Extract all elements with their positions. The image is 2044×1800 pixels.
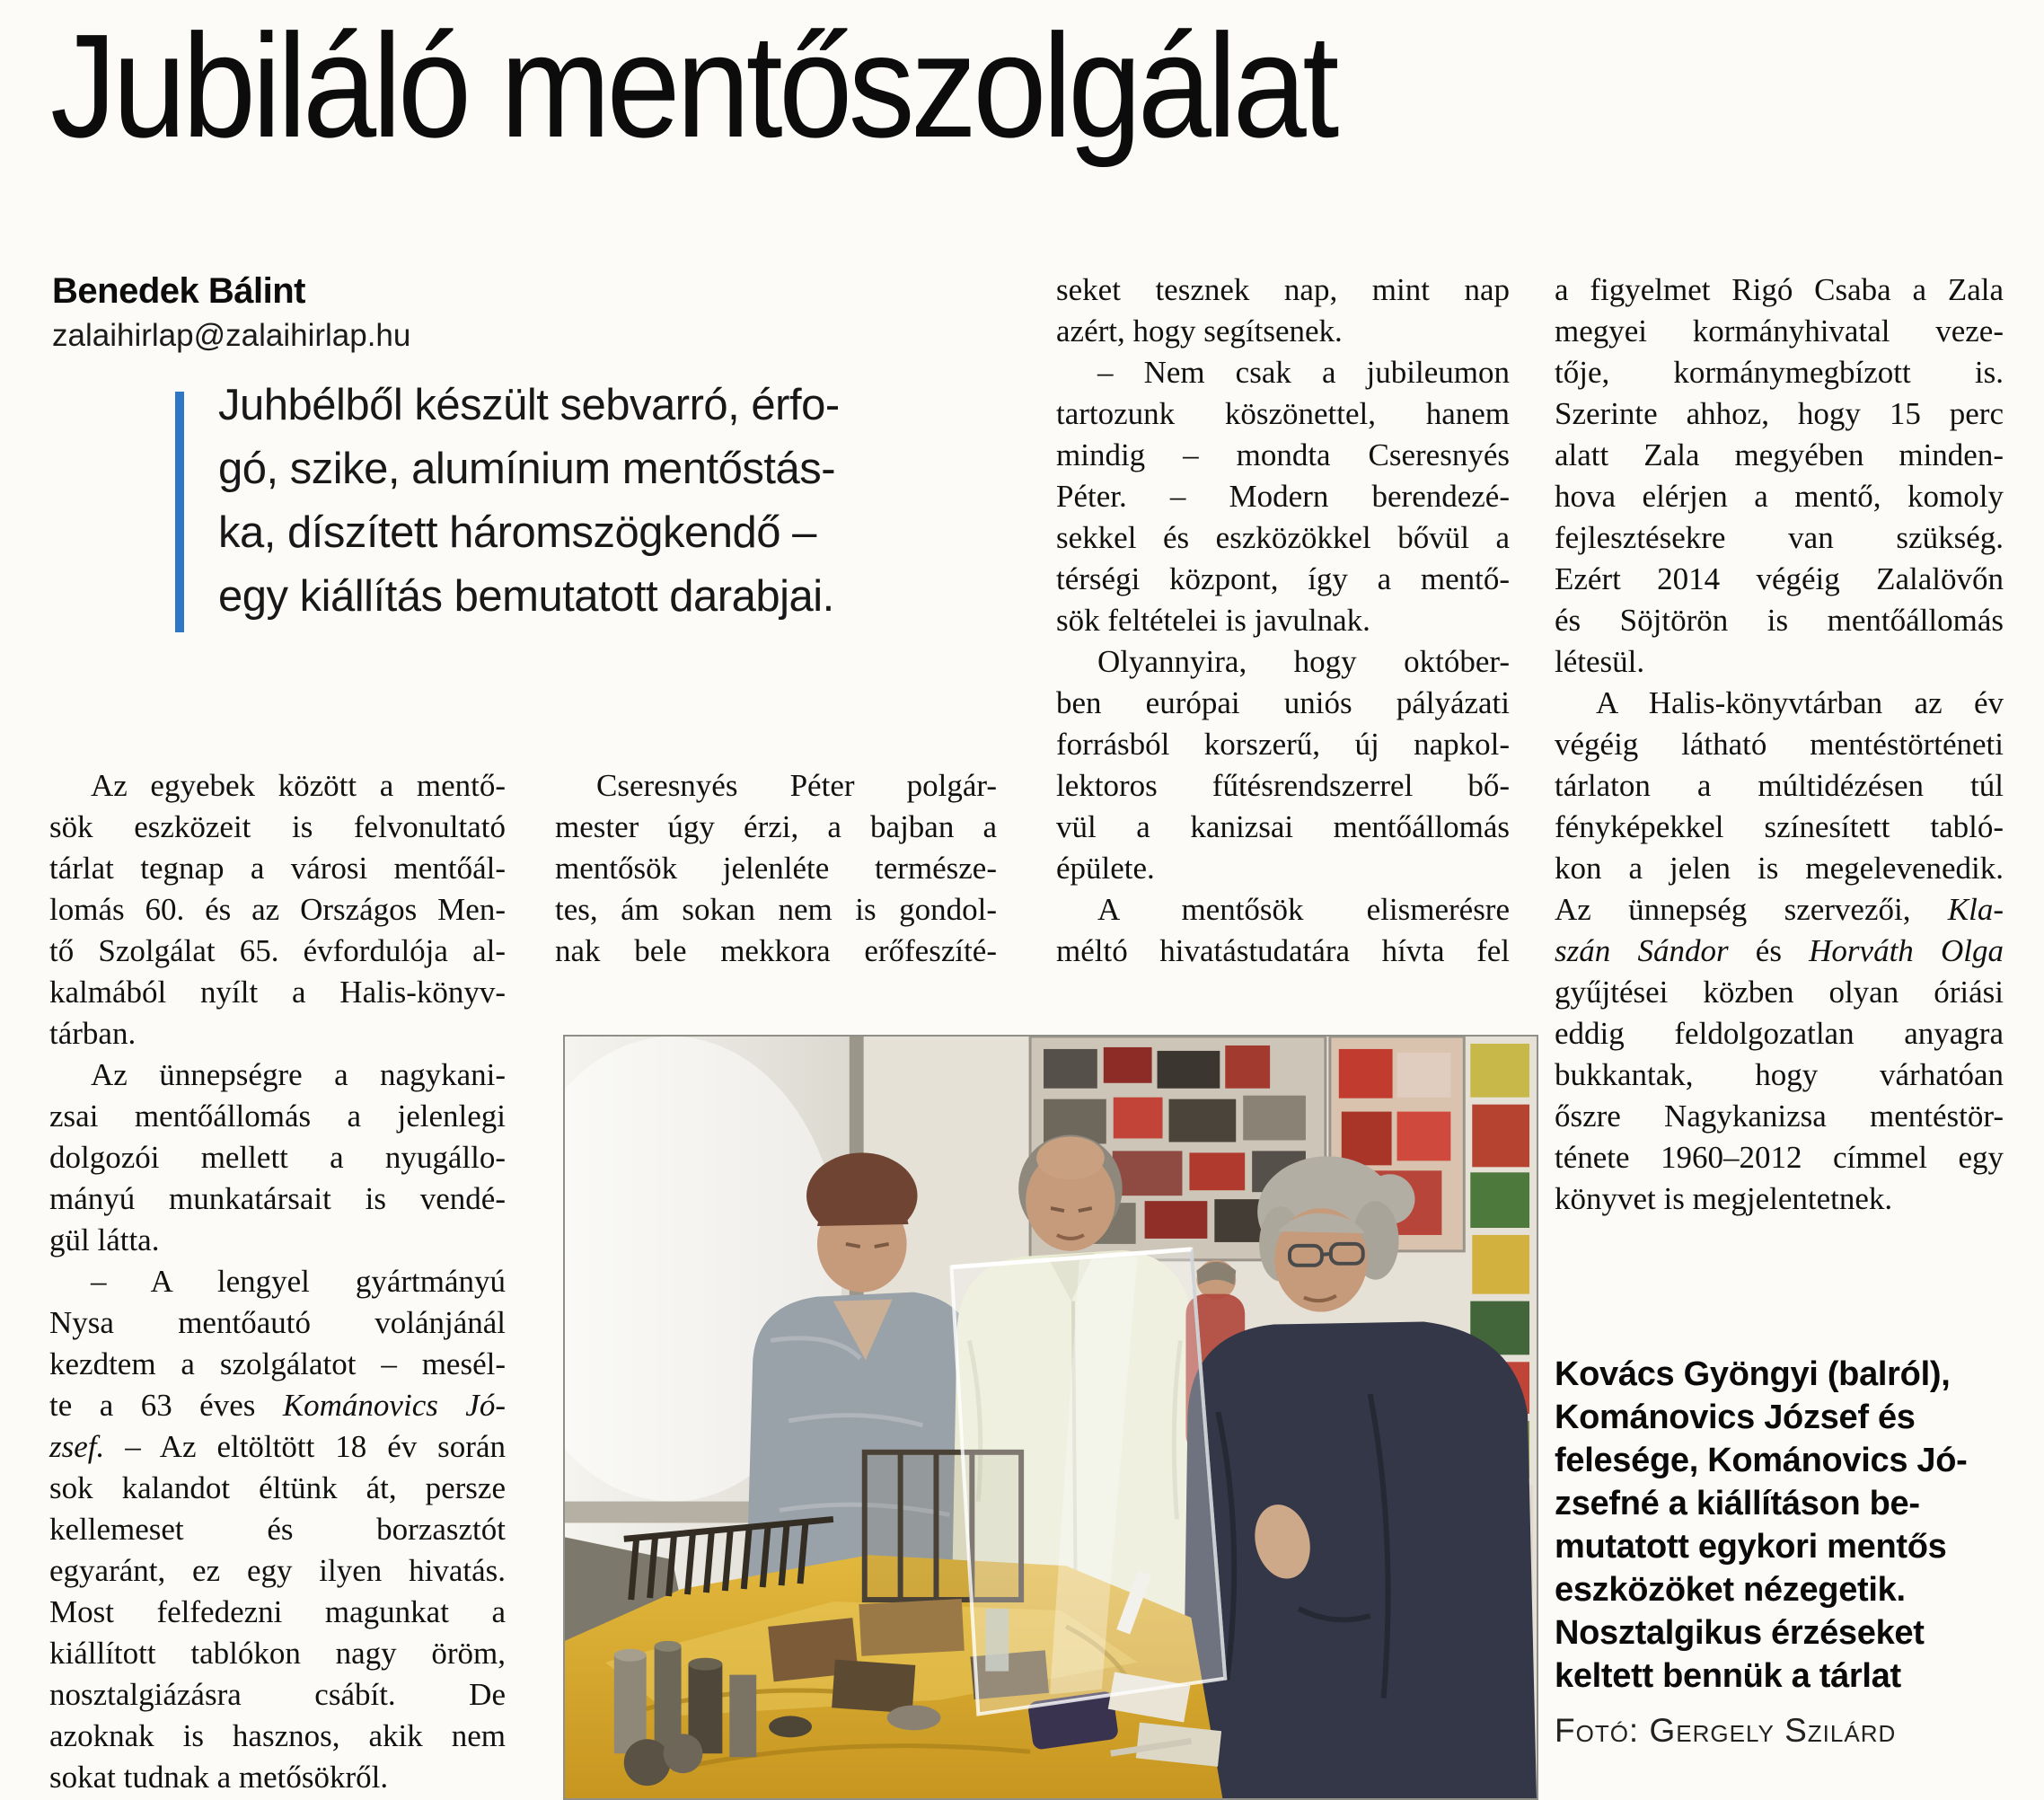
body-text-line: sekkel és eszközökkel bővül a xyxy=(1056,520,1510,555)
body-text-line: szán Sándor és Horváth Olga xyxy=(1555,933,2004,968)
body-text-line: gyűjtései közben olyan óriási xyxy=(1555,975,2004,1010)
body-text-line: könyvet is megjelentetnek. xyxy=(1555,1181,1893,1216)
body-text-line: lomás 60. és az Országos Men- xyxy=(49,892,506,927)
body-text-line: fejlesztésekre van szükség. xyxy=(1555,520,2004,555)
body-text-line: mányú munkatársait is vendé- xyxy=(49,1181,506,1216)
body-text-line: épülete. xyxy=(1056,851,1155,886)
body-text-line: azért, hogy segítsenek. xyxy=(1056,313,1343,349)
body-text-line: Olyannyira, hogy október- xyxy=(1097,644,1510,679)
body-text-line: létesül. xyxy=(1555,644,1645,679)
body-text-line: A Halis-könyvtárban az év xyxy=(1596,685,2004,720)
body-text-line: tárban. xyxy=(49,1016,137,1051)
body-column-4 xyxy=(1555,269,2004,1220)
body-text-line: mindig – mondta Cseresnyés xyxy=(1056,437,1510,472)
photo-credit: Fotó: Gergely Szilárd xyxy=(1555,1712,1897,1749)
caption-line: Kománovics József és xyxy=(1555,1399,1916,1436)
body-text-line: mentősök jelenléte természe- xyxy=(555,851,997,886)
body-text-line: egyaránt, ez egy ilyen hivatás. xyxy=(49,1553,506,1588)
caption-line: mutatott egykori mentős xyxy=(1555,1528,1947,1566)
byline-email: zalaihirlap@zalaihirlap.hu xyxy=(52,318,411,353)
body-column-2 xyxy=(555,765,997,972)
body-text-line: sök eszközeit is felvonultató xyxy=(49,809,506,844)
caption-line: felesége, Kománovics Jó- xyxy=(1555,1442,1968,1479)
body-text-line: fényképekkel színesített tabló- xyxy=(1555,809,2004,844)
photo-illustration xyxy=(565,1037,1537,1798)
caption-line: keltett bennük a tárlat xyxy=(1555,1657,1901,1695)
body-text-line: tárlaton a múltidézésen túl xyxy=(1555,768,2004,803)
lead-line: Juhbélből készült sebvarró, érfo- xyxy=(218,381,840,429)
body-text-line: zsai mentőállomás a jelenlegi xyxy=(49,1099,506,1134)
caption-line: eszközöket nézegetik. xyxy=(1555,1571,1906,1609)
body-text-line: ténete 1960–2012 címmel egy xyxy=(1555,1140,2004,1175)
body-text-line: ben európai uniós pályázati xyxy=(1056,685,1510,720)
body-text-line: nosztalgiázásra csábít. De xyxy=(49,1677,506,1712)
body-text-line: lektoros fűtésrendszerrel bő- xyxy=(1056,768,1510,803)
body-text-line: Szerinte ahhoz, hogy 15 perc xyxy=(1555,396,2004,431)
body-text-line: sok kalandot éltünk át, persze xyxy=(49,1470,506,1505)
body-text-line: tartozunk köszönettel, hanem xyxy=(1056,396,1510,431)
body-text-line: – A lengyel gyártmányú xyxy=(91,1264,506,1299)
body-text-line: Most felfedezni magunkat a xyxy=(49,1594,506,1629)
body-text-line: – Nem csak a jubileumon xyxy=(1097,355,1510,390)
body-text-line: megyei kormányhivatal veze- xyxy=(1555,313,2004,349)
caption-line: Nosztalgikus érzéseket xyxy=(1555,1614,1925,1652)
body-text-line: tő Szolgálat 65. évfordulója al- xyxy=(49,933,506,968)
body-text-line: kon a jelen is megelevenedik. xyxy=(1555,851,2004,886)
body-text-line: tője, kormánymegbízott is. xyxy=(1555,355,2004,390)
body-column-3 xyxy=(1056,269,1510,972)
lead-paragraph xyxy=(218,374,1044,629)
body-text-line: Az egyebek között a mentő- xyxy=(91,768,506,803)
body-text-line: Péter. – Modern berendezé- xyxy=(1056,479,1510,514)
body-text-line: sokat tudnak a metősökről. xyxy=(49,1760,389,1795)
body-text-line: mester úgy érzi, a bajban a xyxy=(555,809,997,844)
body-text-line: és Söjtörön is mentőállomás xyxy=(1555,603,2004,638)
body-text-line: azoknak is hasznos, akik nem xyxy=(49,1718,506,1753)
body-text-line: zsef. – Az eltöltött 18 év során xyxy=(49,1429,506,1464)
body-text-line: térségi központ, így a mentő- xyxy=(1056,561,1510,596)
body-column-1 xyxy=(49,765,506,1798)
body-text-line: végéig látható mentéstörténeti xyxy=(1555,727,2004,762)
body-text-line: őszre Nagykanizsa mentéstör- xyxy=(1555,1099,2004,1134)
body-text-line: Cseresnyés Péter polgár- xyxy=(596,768,997,803)
body-text-line: tes, ám sokan nem is gondol- xyxy=(555,892,997,927)
caption-line: zsefné a kiállításon be- xyxy=(1555,1485,1920,1522)
body-text-line: gül látta. xyxy=(49,1222,160,1257)
lead-accent-bar xyxy=(175,392,184,632)
body-text-line: kiállított tablókon nagy öröm, xyxy=(49,1636,506,1671)
body-text-line: dolgozói mellett a nyugállo- xyxy=(49,1140,506,1175)
byline-author: Benedek Bálint xyxy=(52,271,305,311)
lead-line: egy kiállítás bemutatott darabjai. xyxy=(218,572,834,621)
body-text-line: eddig feldolgozatlan anyagra xyxy=(1555,1016,2004,1051)
lead-line: ka, díszített háromszögkendő – xyxy=(218,508,816,557)
body-text-line: kellemeset és borzasztót xyxy=(49,1512,506,1547)
body-text-line: alatt Zala megyében minden- xyxy=(1555,437,2004,472)
photo-caption xyxy=(1555,1353,2013,1698)
caption-line: Kovács Gyöngyi (balról), xyxy=(1555,1355,1951,1393)
body-text-line: kezdtem a szolgálatot – mesél- xyxy=(49,1346,506,1381)
body-text-line: hova elérjen a mentő, komoly xyxy=(1555,479,2004,514)
body-text-line: forrásból korszerű, új napkol- xyxy=(1056,727,1510,762)
body-text-line: méltó hivatástudatára hívta fel xyxy=(1056,933,1510,968)
body-text-line: bukkantak, hogy várhatóan xyxy=(1555,1057,2004,1092)
body-text-line: seket tesznek nap, mint nap xyxy=(1056,272,1510,307)
body-text-line: nak bele mekkora erőfeszíté- xyxy=(555,933,997,968)
body-text-line: vül a kanizsai mentőállomás xyxy=(1056,809,1510,844)
body-text-line: tárlat tegnap a városi mentőál- xyxy=(49,851,506,886)
body-text-line: te a 63 éves Kománovics Jó- xyxy=(49,1388,506,1423)
body-text-line: Ezért 2014 végéig Zalalövőn xyxy=(1555,561,2004,596)
body-text-line: a figyelmet Rigó Csaba a Zala xyxy=(1555,272,2004,307)
body-text-line: Az ünnepség szervezői, Kla- xyxy=(1555,892,2004,927)
body-text-line: sök feltételei is javulnak. xyxy=(1056,603,1370,638)
article-photo xyxy=(563,1035,1538,1800)
body-text-line: kalmából nyílt a Halis-könyv- xyxy=(49,975,506,1010)
lead-line: gó, szike, alumínium mentőstás- xyxy=(218,445,836,493)
body-text-line: Az ünnepségre a nagykani- xyxy=(91,1057,506,1092)
article-title: Jubiláló mentőszolgálat xyxy=(50,4,1335,168)
body-text-line: Nysa mentőautó volánjánál xyxy=(49,1305,506,1340)
body-text-line: A mentősök elismerésre xyxy=(1097,892,1510,927)
